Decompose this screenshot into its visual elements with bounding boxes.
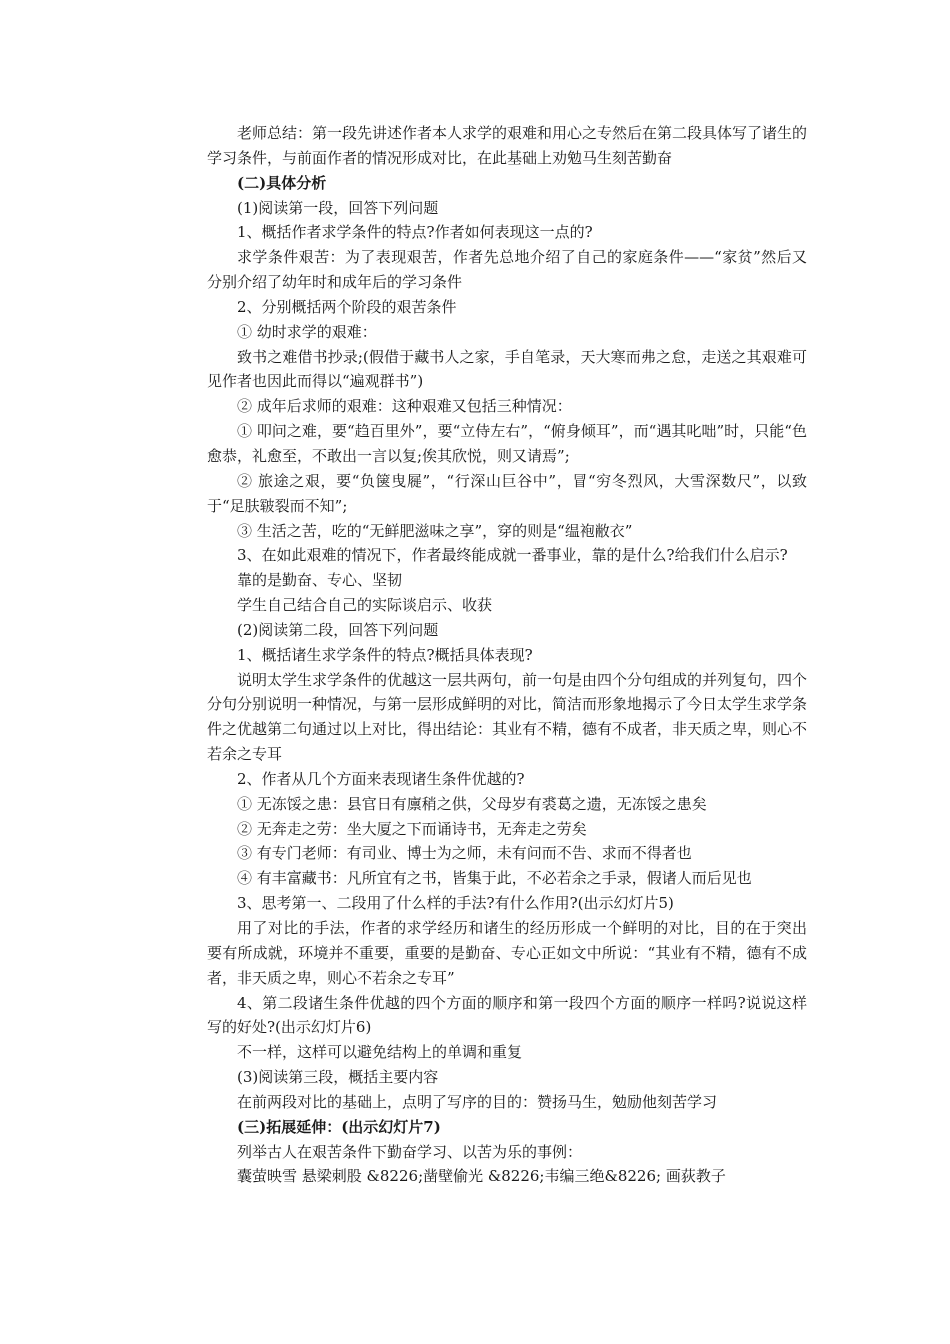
paragraph: 靠的是勤奋、专心、坚韧 — [237, 571, 403, 590]
paragraph: 1、概括诸生求学条件的特点?概括具体表现? — [237, 645, 533, 664]
paragraph: (2)阅读第二段，回答下列问题 — [237, 620, 439, 639]
paragraph: 3、在如此艰难的情况下，作者最终能成就一番事业，靠的是什么?给我们什么启示? — [237, 546, 788, 565]
section-heading: (三)拓展延伸：(出示幻灯片7) — [237, 1117, 441, 1136]
paragraph: 在前两段对比的基础上，点明了写序的目的：赞扬马生，勉励他刻苦学习 — [237, 1092, 718, 1111]
paragraph: (1)阅读第一段，回答下列问题 — [237, 198, 439, 217]
paragraph: ② 成年后求师的艰难：这种艰难又包括三种情况： — [237, 397, 572, 416]
paragraph: ② 无奔走之劳：坐大厦之下而诵诗书，无奔走之劳矣 — [237, 819, 587, 838]
paragraph: 不一样，这样可以避免结构上的单调和重复 — [237, 1043, 523, 1062]
paragraph: ① 无冻馁之患：县官日有廪稍之供，父母岁有裘葛之遗，无冻馁之患矣 — [237, 794, 707, 813]
paragraph: 列举古人在艰苦条件下勤奋学习、以苦为乐的事例： — [237, 1142, 583, 1161]
document-body — [207, 121, 807, 1189]
paragraph: ① 幼时求学的艰难： — [237, 322, 377, 341]
paragraph: 4、第二段诸生条件优越的四个方面的顺序和第一段四个方面的顺序一样吗?说说这样写的好处?(出示幻灯片6) — [207, 993, 807, 1037]
paragraph: 囊萤映雪 悬梁刺股 &8226;凿壁偷光 &8226;韦编三绝&8226; 画荻教子 — [237, 1167, 726, 1186]
paragraph: 3、思考第一、二段用了什么样的手法?有什么作用?(出示幻灯片5) — [237, 894, 674, 913]
paragraph: 2、分别概括两个阶段的艰苦条件 — [237, 297, 457, 316]
paragraph: 1、概括作者求学条件的特点?作者如何表现这一点的? — [237, 223, 593, 242]
paragraph: 说明太学生求学条件的优越这一层共两句，前一句是由四个分句组成的并列复句，四个分句分别说明一种情况，与第一层形成鲜明的对比，简洁而形象地揭示了今日太学生求学条件之优越第二句通过以上对比，得出结论：其业有不精，德有不成者，非天质之卑，则心不若余之专耳 — [207, 670, 808, 764]
paragraph: 学生自己结合自己的实际谈启示、收获 — [237, 596, 493, 615]
paragraph: (3)阅读第三段，概括主要内容 — [237, 1068, 439, 1087]
paragraph: ③ 生活之苦，吃的“无鲜肥滋味之享”，穿的则是“缊袍敝衣” — [237, 521, 633, 540]
paragraph: ④ 有丰富藏书：凡所宜有之书，皆集于此，不必若余之手录，假诸人而后见也 — [237, 869, 752, 888]
paragraph: ① 叩问之难，要“趋百里外”，要“立侍左右”，“俯身倾耳”，而“遇其叱咄”时，只能“色愈恭，礼愈至，不敢出一言以复;俟其欣悦，则又请焉”; — [207, 422, 807, 465]
paragraph: 用了对比的手法，作者的求学经历和诸生的经历形成一个鲜明的对比，目的在于突出 要有所成就，环境并不重要，重要的是勤奋、专心正如文中所说：“其业有不精，德有不成者，非天质之卑，则心不若余之专耳” — [207, 919, 807, 987]
section-heading: (二)具体分析 — [237, 173, 327, 192]
paragraph: 2、作者从几个方面来表现诸生条件优越的? — [237, 769, 525, 788]
paragraph: ② 旅途之艰，要“负箧曳屣”，“行深山巨谷中”，冒“穷冬烈风，大雪深数尺”，以致于“足肤皲裂而不知”; — [207, 471, 807, 515]
paragraph: 老师总结：第一段先讲述作者本人求学的艰难和用心之专然后在第二段具体写了诸生的学习条件，与前面作者的情况形成对比，在此基础上劝勉马生刻苦勤奋 — [207, 124, 808, 167]
paragraph: 求学条件艰苦：为了表现艰苦，作者先总地介绍了自己的家庭条件——“家贫”然后又分别介绍了幼年时和成年后的学习条件 — [207, 248, 807, 292]
paragraph: 致书之难借书抄录;(假借于藏书人之家，手自笔录，天大寒而弗之怠，走送之其艰难可见作者也因此而得以“遍观群书”) — [207, 347, 807, 391]
paragraph: ③ 有专门老师：有司业、博士为之师，未有问而不告、求而不得者也 — [237, 844, 692, 863]
